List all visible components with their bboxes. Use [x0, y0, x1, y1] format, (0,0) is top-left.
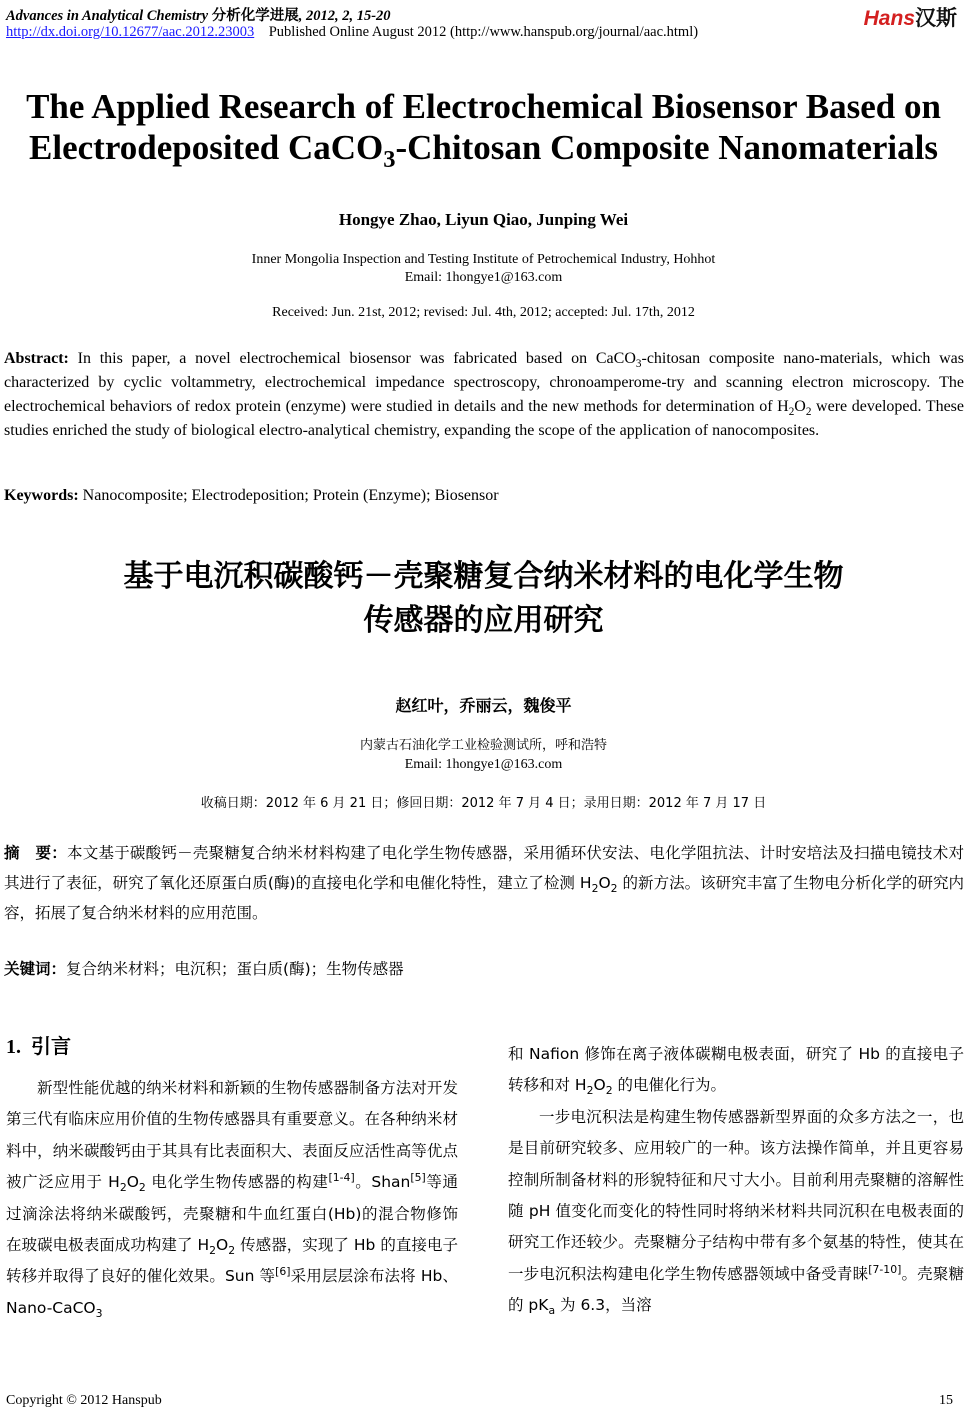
keywords-label: Keywords:: [4, 487, 79, 504]
logo-text-cn: 汉斯: [915, 7, 957, 30]
chinese-title-line-1: 基于电沉积碳酸钙－壳聚糖复合纳米材料的电化学生物: [123, 559, 844, 594]
chinese-affiliation-text: 内蒙古石油化学工业检验测试所，呼和浩特: [359, 738, 607, 753]
doi-line: [6, 24, 698, 41]
logo-text: Hans: [863, 7, 915, 30]
volume-info: , 2012, 2, 15-20: [298, 8, 391, 24]
chinese-authors: 赵红叶，乔丽云，魏俊平: [395, 696, 572, 715]
journal-name: Advances in Analytical Chemistry: [6, 8, 209, 24]
author-list: Hongye Zhao, Liyun Qiao, Junping Wei: [338, 210, 629, 229]
chinese-keywords-label: 关键词：: [4, 960, 67, 978]
chinese-abstract: 摘 要：本文基于碳酸钙－壳聚糖复合纳米材料构建了电化学生物传感器，采用循环伏安法、电化学阻抗法、计时安培法及扫描电镜技术对其进行了表征，研究了氧化还原蛋白质(酶)的直接电化学和电催化特性，建立了检测 $H_2O_2$ 的新方法。该研究丰富了生物电分析化学的研究内容，拓展了复合纳米材料的应用范围。: [4, 844, 964, 922]
chinese-email: Email: 1hongye1@163.com: [404, 757, 563, 772]
section-heading-introduction: 1. 引言: [6, 1034, 71, 1058]
doi-link[interactable]: http://dx.doi.org/10.12677/aac.2012.23003: [6, 24, 255, 40]
chinese-keywords: 关键词：复合纳米材料；电沉积；蛋白质(酶)；生物传感器: [4, 960, 404, 978]
abstract-paragraph: Abstract: In this paper, a novel electrochemical biosensor was fabricated based on CaCO$_3$-chitosan composite nano-materials, which was characterized by cyclic voltammetry, electrochemical impedance spectroscopy, chronoamperome-try and scanning electron microscopy. The electrochemical behaviors of redox protein (enzyme) were studied in details and the new methods for determination of $H_2O_2$ were developed. These studies enriched the study of biological electro-analytical chemistry, expanding the scope of the application of nanocomposites.: [4, 350, 965, 439]
copyright-footer: Copyright © 2012 Hanspub: [6, 1393, 162, 1408]
chinese-abstract-label: 摘 要：: [4, 844, 67, 862]
chinese-dates: 收稿日期：2012 年 6 月 21 日；修回日期：2012 年 7 月 4 日；录用日期：2012 年 7 月 17 日: [200, 796, 767, 811]
right-column: [508, 1039, 964, 1322]
right-column-paragraph-1: 和 Nafion 修饰在离子液体碳糊电极表面，研究了 Hb 的直接电子转移和对 $H_2O_2$ 的电催化行为。: [508, 1045, 964, 1098]
affiliation-text: Inner Mongolia Inspection and Testing Institute of Petrochemical Industry, Hohhot: [251, 252, 716, 267]
hans-logo: [864, 2, 957, 32]
title-line-1: The Applied Research of Electrochemical Biosensor Based on: [26, 87, 941, 126]
email-text: Email: 1hongye1@163.com: [404, 270, 563, 285]
affiliation: [0, 251, 967, 287]
abstract-label: Abstract:: [4, 350, 69, 367]
paper-title: [0, 86, 967, 173]
journal-header: [6, 4, 391, 25]
received-dates: Received: Jun. 21st, 2012; revised: Jul. 4th, 2012; accepted: Jul. 17th, 2012: [272, 305, 695, 320]
right-column-paragraph-2: 一步电沉积法是构建生物传感器新型界面的众多方法之一，也是目前研究较多、应用较广的一种。该方法操作简单，并且更容易控制所制备材料的形貌特征和尺寸大小。目前利用壳聚糖的溶解性随 pH 值变化而变化的特性同时将纳米材料共同沉积在电极表面的研究工作还较少。壳聚糖分子结构中带有多个氨基的特性，使其在一步电沉积法构建电化学生物传感器领域中备受青睐[7-10]。壳聚糖的 $pK_a$ 为 6.3，当溶: [508, 1107, 964, 1318]
chinese-title: [0, 555, 967, 643]
published-info: Published Online August 2012 (http://www.hanspub.org/journal/aac.html): [268, 24, 699, 40]
journal-name-cn: 分析化学进展: [211, 8, 299, 24]
page-number: 15: [939, 1393, 953, 1408]
title-line-2: Electrodeposited CaCO$_3$-Chitosan Composite Nanomaterials: [29, 128, 938, 173]
chinese-affiliation: [0, 736, 967, 774]
left-column-paragraph: 新型性能优越的纳米材料和新颖的生物传感器制备方法对开发第三代有临床应用价值的生物传感器具有重要意义。在各种纳米材料中，纳米碳酸钙由于其具有比表面积大、表面反应活性高等优点被广泛应用于 $H_2O_2$ 电化学生物传感器的构建[1-4]。Shan[5]等通过滴涂法将纳米碳酸钙，壳聚糖和牛血红蛋白(Hb)的混合物修饰在玻碳电极表面成功构建了 $H_2O_2$ 传感器，实现了 Hb 的直接电子转移并取得了良好的催化效果。Sun 等[6]采用层层涂布法将 Hb、Nano-CaCO$_3$: [6, 1079, 458, 1320]
keywords-paragraph: Keywords: Nanocomposite; Electrodeposition; Protein (Enzyme); Biosensor: [4, 487, 499, 504]
chinese-title-line-2: 传感器的应用研究: [363, 603, 604, 638]
